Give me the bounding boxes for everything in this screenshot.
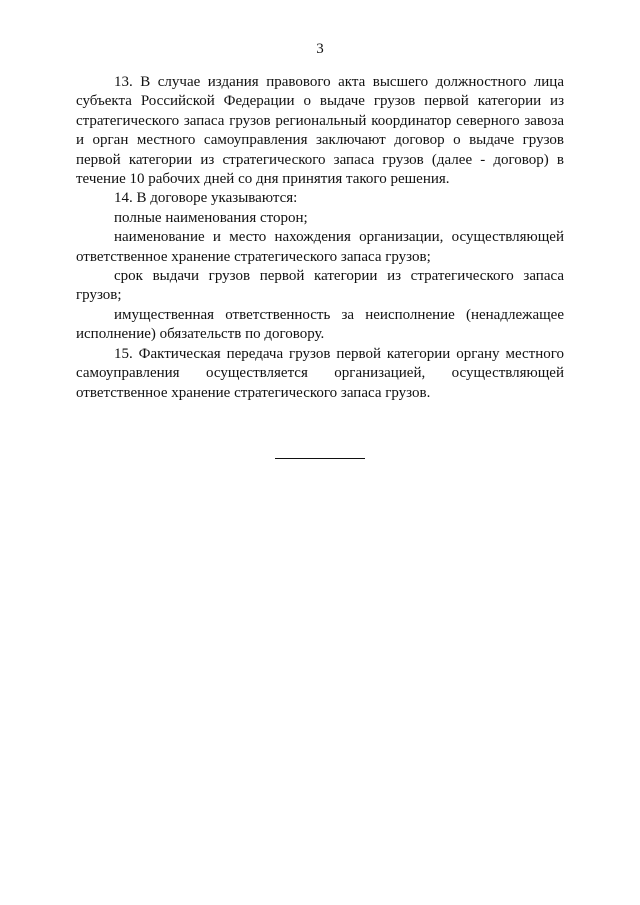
end-divider-line (275, 458, 365, 459)
list-item-issue-period: срок выдачи грузов первой категории из стратегического запаса грузов; (76, 268, 564, 304)
list-item-liability: имущественная ответственность за неисполнение (ненадлежащее исполнение) обязательств по договору. (76, 306, 564, 343)
paragraph-13: 13. В случае издания правового акта высшего должностного лица субъекта Российской Федерации о выдаче грузов первой категории из стратегического запаса грузов региональный координатор северного завоза и орган местного самоуправления заключают договор о выдаче грузов первой категории из стратегического запаса грузов (далее - договор) в течение 10 рабочих дней со дня принятия такого решения. (76, 74, 564, 188)
page-number: 3 (316, 41, 324, 57)
paragraph-15: 15. Фактическая передача грузов первой категории органу местного самоуправления осуществляется организацией, осуществляющей ответственное хранение стратегического запаса грузов. (76, 345, 564, 401)
list-item-storage-organization: наименование и место нахождения организации, осуществляющей ответственное хранение стратегического запаса грузов; (76, 229, 564, 265)
paragraph-14-intro: 14. В договоре указываются: (114, 190, 298, 207)
list-item-party-names: полные наименования сторон; (114, 209, 308, 226)
document-body (76, 73, 564, 403)
